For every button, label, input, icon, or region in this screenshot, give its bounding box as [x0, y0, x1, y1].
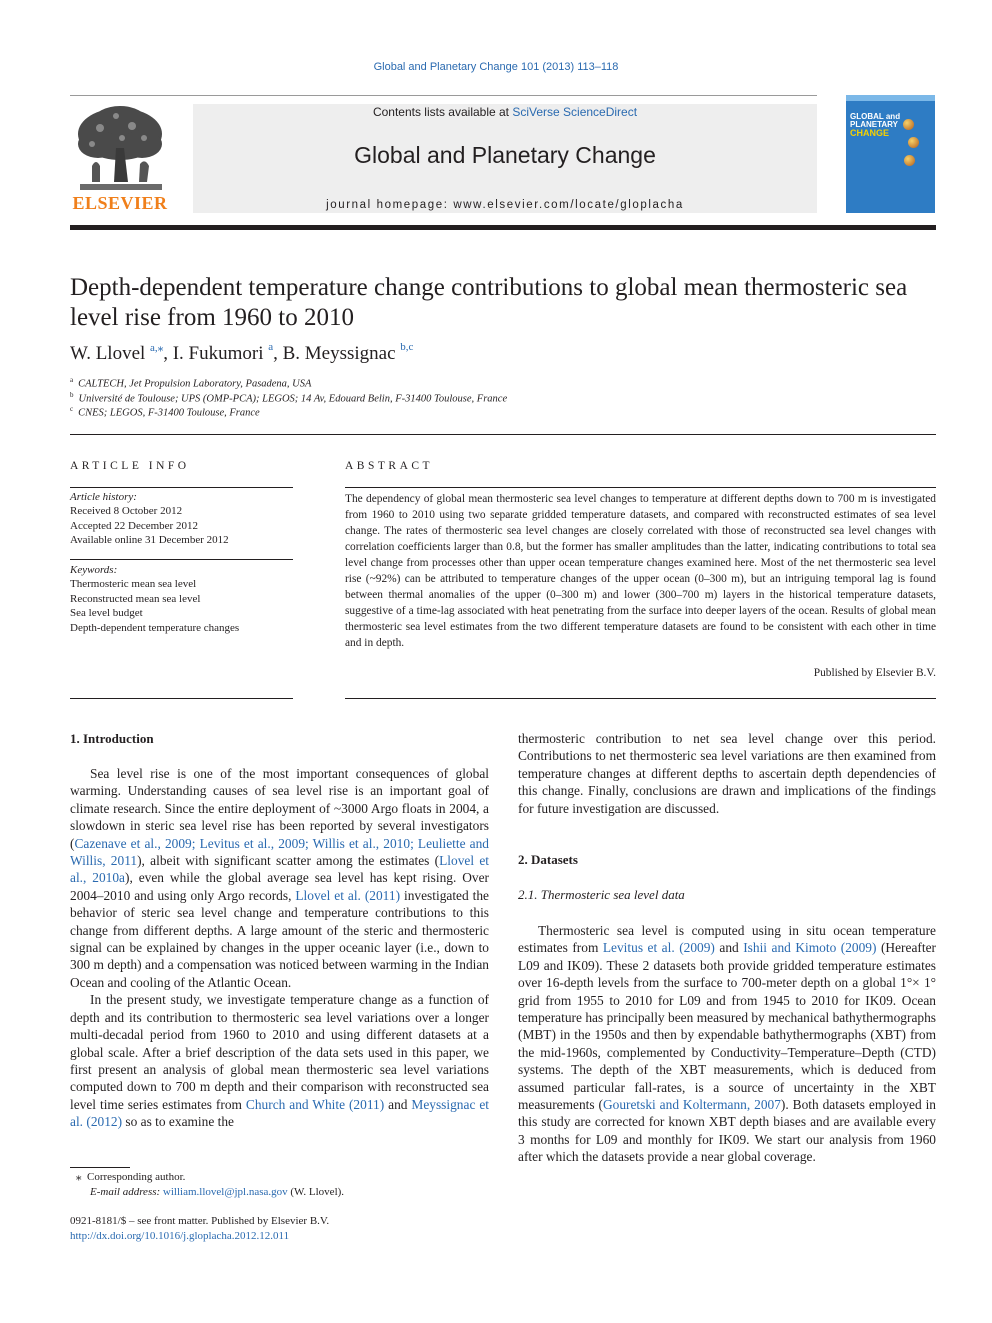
- online-date: Available online 31 December 2012: [70, 534, 229, 547]
- citation-link[interactable]: Ishii and Kimoto (2009): [743, 940, 877, 956]
- article-info-label: ARTICLE INFO: [70, 460, 190, 472]
- publisher-name: ELSEVIER: [72, 193, 168, 213]
- paragraph: [70, 765, 489, 991]
- divider: [70, 434, 936, 435]
- keywords-label: Keywords:: [70, 564, 118, 576]
- email-label: E-mail address:: [90, 1186, 161, 1198]
- cover-title-line-3: CHANGE: [850, 128, 890, 138]
- affiliation: $^b$ Université de Toulouse; UPS (OMP-PCA); LEGOS; 14 Av, Edouard Belin, F-31400 Toulouse, France: [70, 391, 508, 405]
- article-title: Depth-dependent temperature change contributions to global mean thermosteric sea level rise from 1960 to 2010: [70, 274, 908, 331]
- globe-icon: [908, 137, 919, 148]
- section-heading-introduction: 1. Introduction: [70, 731, 154, 746]
- journal-title: Global and Planetary Change: [354, 142, 656, 168]
- author-name[interactable]: B. Meyssignac: [282, 343, 396, 364]
- accepted-date: Accepted 22 December 2012: [70, 519, 198, 532]
- datasets-body: [518, 922, 936, 1166]
- email-link[interactable]: william.llovel@jpl.nasa.gov: [162, 1186, 288, 1198]
- sciencedirect-link[interactable]: SciVerse ScienceDirect: [512, 105, 638, 119]
- paragraph-text: In the present study, we investigate temperature change as a function of depth and its contribution to thermosteric sea level variations over a longer multi-decadal period from 1960 to 2010 and using different datasets at a global scale. After a brief description of the data sets used in this paper, we first present an analysis of global mean thermosteric sea level variations computed down to 700 m depth and their comparison with reconstructed sea level time series estimates from: [70, 992, 489, 1112]
- elsevier-logo[interactable]: [70, 104, 170, 214]
- introduction-body: [70, 765, 489, 1131]
- introduction-body-continued: [518, 730, 936, 817]
- paragraph-text: so as to examine the: [122, 1114, 234, 1130]
- journal-reference[interactable]: Global and Planetary Change 101 (2013) 113–118: [373, 61, 619, 73]
- paragraph-text: (Hereafter L09 and IK09). These 2 datasets both provide gridded temperature estimates over 16-depth levels from the surface to 700-meter depth on a global 1°× 1° grid from 1955 to 2010 for L09 and from 1945 to 2010 for IK09. Ocean temperature has principally been measured by mechanical bathythermographs (MBT) in the 1950s and then by expendable bathythermographs (XBT) from the mid-1960s, complemented by Conductivity–Temperature–Depth (CTD) systems. The depth of the XBT measurements, which is deduced from assumed particular fall-rates, is a source of uncertainty in the XBT measurements (: [518, 940, 936, 1113]
- section-heading-datasets: 2. Datasets: [518, 852, 578, 867]
- author-affil-marker[interactable]: a,⁎: [150, 342, 164, 354]
- author-affil-marker[interactable]: b,c: [400, 341, 414, 353]
- keyword: Reconstructed mean sea level: [70, 592, 201, 605]
- divider: [70, 487, 293, 488]
- contents-prefix: Contents lists available at: [372, 105, 513, 119]
- divider: [345, 698, 936, 699]
- keyword: Depth-dependent temperature changes: [70, 621, 240, 634]
- divider: [70, 559, 293, 560]
- keyword: Thermosteric mean sea level: [70, 578, 197, 591]
- header-thick-rule: [70, 225, 936, 230]
- affiliation: $^a$ CALTECH, Jet Propulsion Laboratory, Pasadena, USA: [70, 376, 312, 390]
- paragraph-text: ), even while the global average sea level has kept rising. Over 2004–2010 and using only Argo records,: [70, 870, 489, 903]
- author-name[interactable]: I. Fukumori: [172, 343, 264, 364]
- journal-homepage[interactable]: journal homepage: www.elsevier.com/locate/gloplacha: [326, 199, 684, 211]
- citation-link[interactable]: Church and White (2011): [245, 1096, 385, 1112]
- paragraph: [518, 922, 936, 1166]
- paragraph-text: ). Both datasets employed in this study are corrected for known XBT depth biases and are available every 3 months for L09 and monthly for IK09. We start our analysis from 1960 after which the datasets provide a near global coverage.: [518, 1097, 936, 1165]
- author-separator: ,: [273, 343, 283, 364]
- issn-line: 0921-8181/$ – see front matter. Published by Elsevier B.V.: [70, 1215, 330, 1227]
- journal-cover[interactable]: [846, 95, 935, 213]
- keyword: Sea level budget: [70, 607, 143, 620]
- abstract-text: The dependency of global mean thermosteric sea level changes to temperature at different depths down to 700 m is investigated from 1960 to 2010 using two separate gridded temperature datasets, and compared with reconstructed estimates of sea level change. The rates of thermosteric sea level changes are closely correlated with those of reconstructed sea level changes with correlation coefficients larger than 0.8, but the former has smaller amplitudes than the latter, indicating contributions to total sea level change from processes other than upper ocean temperature changes examined here. Most of the net thermosteric sea level rise (~92%) can be attributed to temperature changes of the upper ocean (0–300 m), but an intriguing temporal lag is found between thermal anomalies of the upper (0–300 m) and lower (300–700 m) layers in the historical temperature datasets, suggestive of a time-lag associated with heat penetrating from the surface into deeper layers of the ocean. Results of global mean thermosteric sea level estimates from the two different temperature datasets are found to be consistent with each other in time and in depth.: [345, 493, 936, 649]
- paragraph-text: Thermosteric sea level is computed using in situ ocean temperature estimates from: [518, 923, 936, 956]
- header-top-rule: [70, 95, 817, 96]
- page-footer: [70, 1214, 490, 1244]
- paragraph-text: Sea level rise is one of the most important consequences of global warming. Understanding causes of sea level rise is an important goal of climate research. Since the entire deployment of ~3000 Argo floats in 2004, a slowdown in steric sea level rise has been reported by several investigators (: [70, 766, 489, 851]
- paragraph: [70, 991, 489, 1130]
- email-suffix: (W. Llovel).: [287, 1186, 345, 1198]
- citation-link[interactable]: Levitus et al. (2009): [602, 940, 715, 956]
- author-name[interactable]: W. Llovel: [70, 343, 146, 364]
- keywords: [70, 563, 293, 635]
- paragraph-text: thermosteric contribution to net sea level change over this period. Contributions to net thermosteric sea level variations are then examined from temperature changes at different depths to ascertain depth dependencies of this change. Finally, conclusions are drawn and implications of the findings for future investigation are discussed.: [518, 731, 936, 816]
- paragraph-text: investigated the behavior of steric sea level change and temperature contributions to this change from different depths. A large amount of the steric and thermosteric signal can be explained by changes in the upper oceanic layer (i.e., down to 300 m depth) and a compensation was noticed between warming in the Indian Ocean and cooling of the Atlantic Ocean.: [70, 887, 489, 990]
- paragraph: [518, 730, 936, 817]
- cover-title-line-1: GLOBAL and: [850, 112, 901, 121]
- corresponding-author: Corresponding author.: [87, 1171, 186, 1183]
- citation-link[interactable]: Cazenave et al., 2009; Levitus et al., 2009; Willis et al., 2010; Leuliette and Willis, 2011: [70, 835, 489, 869]
- cover-title-line-2: PLANETARY: [850, 120, 898, 129]
- tree-icon: [70, 104, 170, 192]
- citation-link[interactable]: Gouretski and Koltermann, 2007: [602, 1097, 781, 1113]
- paragraph-text: and: [714, 940, 744, 956]
- cover-title: [850, 113, 900, 137]
- globe-icon: [903, 119, 914, 130]
- paragraph-text: and: [384, 1096, 412, 1112]
- received-date: Received 8 October 2012: [70, 505, 183, 518]
- citation-link[interactable]: Meyssignac et al. (2012): [70, 1096, 489, 1130]
- subsection-heading: 2.1. Thermosteric sea level data: [518, 887, 685, 902]
- affiliation: $^c$ CNES; LEGOS, F-31400 Toulouse, France: [70, 405, 260, 419]
- abstract-label: ABSTRACT: [345, 460, 434, 472]
- footnote-marker: ⁎: [76, 1171, 82, 1183]
- citation-link[interactable]: Llovel et al. (2011): [295, 887, 401, 903]
- author-affil-marker[interactable]: a: [268, 341, 274, 353]
- article-history: [70, 490, 293, 548]
- cover-strip: [846, 95, 935, 101]
- published-by: Published by Elsevier B.V.: [813, 667, 936, 679]
- doi-link[interactable]: http://dx.doi.org/10.1016/j.gloplacha.2012.12.011: [70, 1230, 290, 1242]
- footnote-rule: [70, 1167, 130, 1168]
- divider: [70, 698, 293, 699]
- footnote: [76, 1170, 496, 1200]
- divider: [345, 487, 936, 488]
- author-list: [70, 343, 413, 365]
- history-label: Article history:: [70, 491, 137, 503]
- citation-link[interactable]: Llovel et al., 2010a: [70, 853, 489, 886]
- contents-line: [193, 105, 817, 119]
- globe-icon: [904, 155, 915, 166]
- paragraph-text: ), albeit with significant scatter among the estimates (: [137, 853, 440, 869]
- author-separator: ,: [163, 343, 173, 364]
